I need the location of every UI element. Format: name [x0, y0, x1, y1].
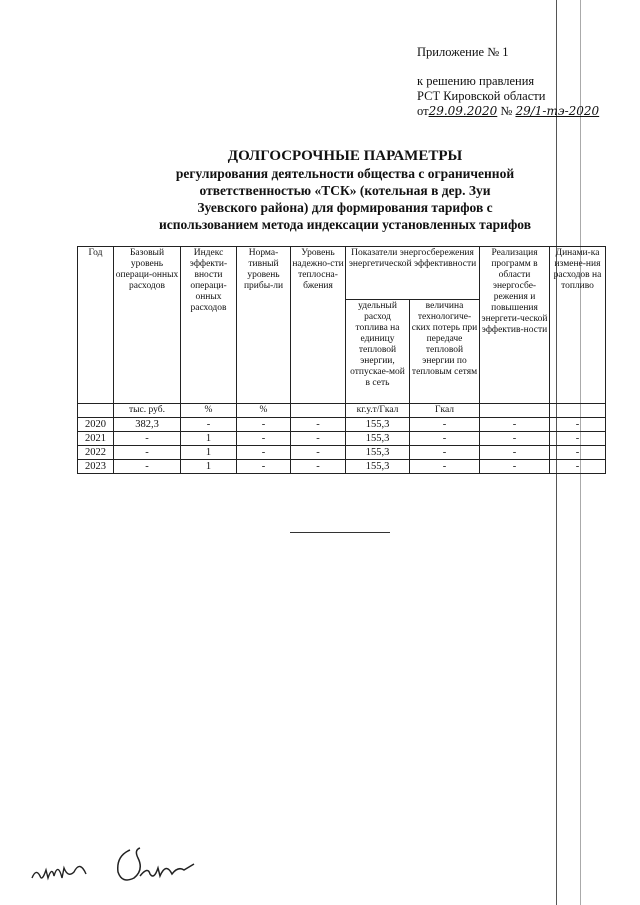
header-fuel-dynamics: Динами-ка измене-ния расходов на топливо — [550, 247, 606, 404]
header-year: Год — [78, 247, 114, 404]
cell-fuel: 155,3 — [346, 418, 410, 432]
unit-losses: Гкал — [410, 404, 480, 418]
cell-year: 2022 — [78, 446, 114, 460]
cell-losses: - — [410, 446, 480, 460]
parameters-table — [77, 246, 606, 474]
cell-dynamics: - — [550, 460, 606, 474]
cell-dynamics: - — [550, 418, 606, 432]
cell-profit: - — [237, 418, 291, 432]
appendix-number-prefix: № — [500, 104, 513, 118]
unit-index: % — [181, 404, 237, 418]
cell-programs: - — [480, 418, 550, 432]
cell-year: 2020 — [78, 418, 114, 432]
cell-programs: - — [480, 446, 550, 460]
unit-profit: % — [237, 404, 291, 418]
cell-fuel: 155,3 — [346, 446, 410, 460]
handwritten-signature-icon — [110, 840, 200, 890]
cell-index: - — [181, 418, 237, 432]
cell-programs: - — [480, 460, 550, 474]
cell-reliability: - — [291, 446, 346, 460]
cell-base: 382,3 — [114, 418, 181, 432]
end-separator-line — [290, 532, 390, 533]
header-losses: величина технологиче-ских потерь при передаче тепловой энергии по тепловым сетям — [410, 300, 480, 404]
unit-reliability — [291, 404, 346, 418]
cell-profit: - — [237, 432, 291, 446]
cell-year: 2021 — [78, 432, 114, 446]
cell-reliability: - — [291, 418, 346, 432]
cell-reliability: - — [291, 460, 346, 474]
table-row — [78, 460, 606, 474]
unit-year — [78, 404, 114, 418]
cell-base: - — [114, 446, 181, 460]
appendix-title: Приложение № 1 — [417, 45, 509, 59]
header-energy-saving-group: Показатели энергосбережения энергетической эффективности — [346, 247, 480, 300]
cell-dynamics: - — [550, 446, 606, 460]
header-base-expenses: Базовый уровень операци-онных расходов — [114, 247, 181, 404]
appendix-from-prefix: от — [417, 104, 429, 118]
cell-index: 1 — [181, 460, 237, 474]
header-efficiency-index: Индекс эффекти-вности операци-онных расходов — [181, 247, 237, 404]
cell-programs: - — [480, 432, 550, 446]
initials-signature-icon — [28, 848, 108, 888]
header-programs: Реализация программ в области энергосбе-режения и повышения энергети-ческой эффектив-ности — [480, 247, 550, 404]
unit-base: тыс. руб. — [114, 404, 181, 418]
cell-fuel: 155,3 — [346, 432, 410, 446]
cell-base: - — [114, 460, 181, 474]
appendix-date: 29.09.2020 — [428, 104, 498, 118]
document-subtitle-line-1: регулирования деятельности общества с ограниченной — [175, 166, 515, 181]
document-subtitle-line-4: использованием метода индексации установленных тарифов — [159, 217, 531, 232]
document-subtitle-line-2: ответственностью «ТСК» (котельная в дер. Зуи — [199, 183, 491, 198]
cell-losses: - — [410, 432, 480, 446]
cell-index: 1 — [181, 446, 237, 460]
cell-reliability: - — [291, 432, 346, 446]
cell-profit: - — [237, 446, 291, 460]
document-subtitle-line-3: Зуевского района) для формирования тарифов с — [197, 200, 493, 215]
table-row — [78, 418, 606, 432]
appendix-line-1: к решению правления — [417, 74, 535, 88]
cell-fuel: 155,3 — [346, 460, 410, 474]
appendix-decision-line — [417, 104, 599, 119]
cell-index: 1 — [181, 432, 237, 446]
table-row — [78, 446, 606, 460]
cell-dynamics: - — [550, 432, 606, 446]
unit-dynamics — [550, 404, 606, 418]
appendix-number: 29/1-тэ-2020 — [515, 104, 600, 118]
unit-programs — [480, 404, 550, 418]
cell-profit: - — [237, 460, 291, 474]
header-specific-fuel: удельный расход топлива на единицу тепловой энергии, отпускае-мой в сеть — [346, 300, 410, 404]
cell-losses: - — [410, 460, 480, 474]
appendix-line-2: РСТ Кировской области — [417, 89, 546, 103]
document-title: ДОЛГОСРОЧНЫЕ ПАРАМЕТРЫ — [227, 148, 463, 164]
table-row — [78, 432, 606, 446]
cell-losses: - — [410, 418, 480, 432]
unit-specific-fuel: кг.у.т/Гкал — [346, 404, 410, 418]
cell-base: - — [114, 432, 181, 446]
header-reliability: Уровень надежно-сти теплосна-бжения — [291, 247, 346, 404]
cell-year: 2023 — [78, 460, 114, 474]
header-profit-level: Норма-тивный уровень прибы-ли — [237, 247, 291, 404]
